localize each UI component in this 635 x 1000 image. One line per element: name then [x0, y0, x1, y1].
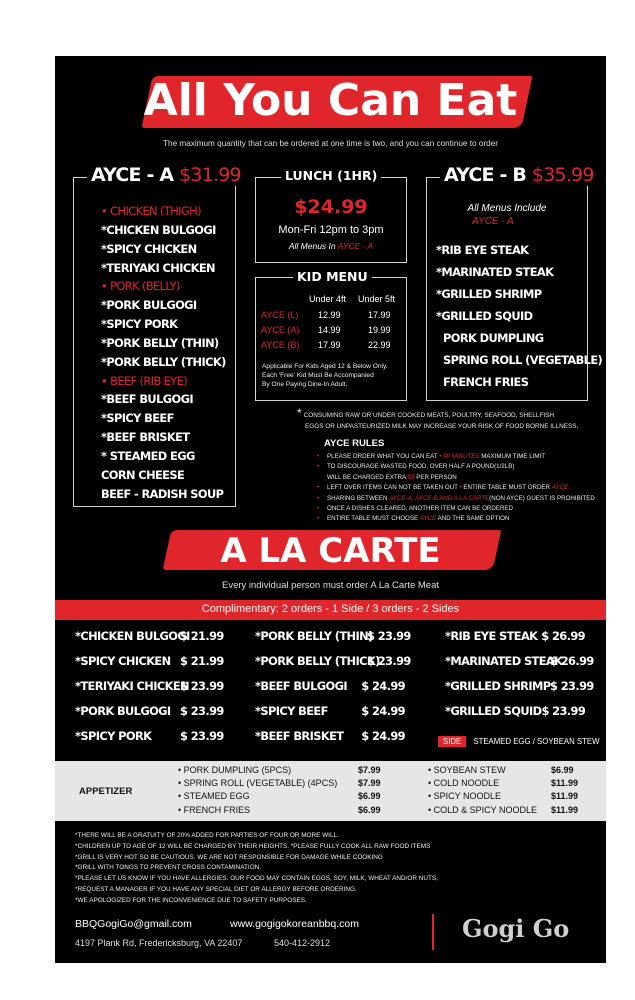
- kid-row-under-5ft: 22.99: [368, 339, 391, 350]
- a-la-carte-item: [75, 704, 235, 729]
- kid-row-under-4ft: 17.99: [318, 339, 341, 350]
- appetizer-item-name: • COLD & SPICY NOODLE: [428, 804, 538, 815]
- ayce-rule-text: • 90 MINUTES: [439, 453, 480, 460]
- ayce-b-include-text: All Menus Include: [467, 203, 547, 214]
- footer-phone: 540-412-2912: [274, 938, 331, 948]
- bullet-icon: •: [317, 515, 320, 523]
- bullet-icon: •: [317, 484, 320, 492]
- ayce-rule: [317, 494, 595, 504]
- page-title: All You Can Eat: [143, 75, 518, 126]
- policy-note: *GRILL IS VERY HOT SO BE CAUTIOUS. WE ARE NOT RESPONSIBLE FOR DAMAGE WHILE COOKING: [75, 853, 383, 861]
- ayce-rule-text: PER PERSON: [414, 473, 457, 481]
- kid-row-under-4ft: 14.99: [318, 324, 341, 335]
- ayce-rule-text: PLEASE ORDER WHAT YOU CAN EAT: [327, 453, 440, 460]
- ayce-a-item: *CHICKEN BULGOGI: [101, 222, 216, 237]
- asterisk-icon: *: [297, 406, 302, 420]
- kid-row-name: AYCE (A): [261, 324, 300, 335]
- ayce-b-item: *GRILLED SHRIMP: [436, 287, 542, 301]
- a-la-carte-item-name: *RIB EYE STEAK: [445, 629, 538, 643]
- ayce-rule: [317, 473, 595, 483]
- ayce-rule: [317, 452, 595, 462]
- kid-note-line: By One Paying Dine-In Adult.: [262, 381, 348, 389]
- ayce-b-item: FRENCH FRIES: [443, 375, 529, 389]
- ayce-a-item: *SPICY PORK: [101, 317, 178, 332]
- kid-row-under-5ft: 19.99: [368, 324, 391, 335]
- a-la-carte-item-name: *GRILLED SQUID: [445, 704, 542, 718]
- ayce-rule-text: WILL BE CHARGED EXTRA: [327, 473, 408, 481]
- ayce-rules-list: [317, 452, 595, 525]
- a-la-carte-item-name: *GRILLED SHRIMP: [445, 679, 551, 693]
- kid-note-line: Each 'Free' Kid Must Be Accompanied: [262, 372, 374, 380]
- ayce-rule-text: LEFT OVER ITEMS CAN NOT BE TAKEN OUT: [327, 484, 460, 492]
- ayce-a-item: • CHICKEN (THIGH): [101, 204, 201, 218]
- policy-notes: [75, 831, 438, 907]
- footer-divider: [432, 914, 434, 950]
- a-la-carte-item-name: *PORK BULGOGI: [75, 704, 171, 718]
- ayce-rule: [317, 483, 595, 493]
- kid-price-table: [261, 307, 391, 352]
- a-la-carte-item-price: $ 24.99: [361, 679, 405, 693]
- appetizer-item-name: • COLD NOODLE: [428, 778, 500, 789]
- consume-warning: [297, 408, 578, 432]
- policy-note: *THERE WILL BE A GRATUITY OF 20% ADDED FOR PARTIES OF FOUR OR MORE WILL.: [75, 832, 339, 839]
- a-la-carte-item-name: *SPICY BEEF: [255, 704, 328, 718]
- a-la-carte-item: [75, 679, 235, 704]
- gogi-go-logo: Gogi Go: [462, 914, 570, 943]
- ayce-b-item: *GRILLED SQUID: [436, 309, 533, 323]
- kid-price-row: [261, 337, 391, 352]
- consume-warning-line2: EGGS OR UNPASTEURIZED MILK MAY INCREASE YOUR RISK OF FOOD BORNE ILLNESS.: [305, 422, 579, 430]
- a-la-carte-item-name: *MARINATED STEAK: [445, 654, 563, 668]
- footer-website[interactable]: www.gogigokoreanbbq.com: [230, 918, 359, 930]
- a-la-carte-item-name: *CHICKEN BULGOGI: [75, 629, 190, 643]
- a-la-carte-item-name: *BEEF BRISKET: [255, 729, 344, 743]
- kid-row-under-4ft: 12.99: [318, 309, 341, 320]
- consume-warning-line1: CONSUMING RAW OR UNDER COOKED MEATS, POULTRY, SEAFOOD, SHELLFISH: [303, 412, 555, 419]
- appetizer-item-price: $11.99: [551, 791, 579, 802]
- ayce-a-item: *SPICY CHICKEN: [101, 241, 197, 256]
- a-la-carte-item-name: *PORK BELLY (THICK): [255, 654, 380, 668]
- kid-row-name: AYCE (L): [261, 309, 299, 320]
- a-la-carte-item-name: *TERIYAKI CHICKEN: [75, 679, 189, 693]
- policy-note: *REQUEST A MANAGER IF YOU HAVE ANY SPECIAL DIET OR ALLERGY BEFORE ORDERING.: [75, 885, 357, 893]
- appetizer-item-price: $6.99: [551, 765, 574, 775]
- ayce-rule: [317, 504, 595, 514]
- ayce-a-item: *BEEF BRISKET: [101, 430, 190, 445]
- kid-row-under-5ft: 17.99: [368, 309, 391, 320]
- a-la-carte-item: [255, 679, 405, 704]
- appetizer-item: [428, 791, 586, 804]
- kid-row-name: AYCE (B): [261, 339, 300, 350]
- ayce-rule-text: AYCE: [419, 515, 437, 523]
- a-la-carte-item-price: $ 23.99: [180, 679, 224, 693]
- a-la-carte-title: A LA CARTE: [220, 531, 441, 571]
- ayce-rule-text: TO DISCOURAGE WASTED FOOD, OVER HALF A POUND(1/2LB): [327, 463, 515, 471]
- ayce-a-label: AYCE - A: [91, 164, 174, 186]
- ayce-rule-text: •: [459, 484, 462, 492]
- appetizer-item-price: $11.99: [551, 804, 579, 815]
- ayce-rule-text: AND THE SAME OPTION: [436, 515, 510, 523]
- a-la-carte-subtitle: Every individual person must order A La Carte Meat: [221, 580, 440, 591]
- lunch-hours: Mon-Fri 12pm to 3pm: [278, 224, 384, 236]
- a-la-carte-item: [445, 704, 585, 729]
- a-la-carte-col-2: [255, 629, 411, 754]
- a-la-carte-item-price: $ 23.99: [367, 654, 411, 668]
- ayce-a-header: [87, 164, 245, 186]
- appetizer-item-price: $6.99: [358, 791, 381, 802]
- a-la-carte-item: [75, 654, 235, 679]
- a-la-carte-item: [75, 729, 235, 754]
- a-la-carte-item-price: $ 21.99: [180, 654, 224, 668]
- a-la-carte-col-3: [445, 629, 594, 729]
- a-la-carte-item-name: *PORK BELLY (THIN): [255, 629, 373, 643]
- policy-note: *WE APOLOGIZED FOR THE INCONVENIENCE DUE TO SAFETY PURPOSES.: [75, 896, 307, 904]
- ayce-rule-text: ENTIRE TABLE MUST CHOOSE: [327, 515, 420, 523]
- a-la-carte-item-price: $ 24.99: [361, 729, 405, 743]
- ayce-rule-text: AYCE-A, AYCE-B AND A LA CARTE: [389, 494, 490, 502]
- a-la-carte-item-name: *SPICY CHICKEN: [75, 654, 171, 668]
- ayce-a-item-list: [101, 202, 226, 504]
- appetizer-item: [428, 805, 586, 818]
- ayce-a-item: *SPICY BEEF: [101, 411, 174, 426]
- policy-note: *CHILDREN UP TO AGE OF 12 WILL BE CHARGED BY THEIR HEIGHTS. *PLEASE FULLY COOK ALL RAW FOOD ITEMS: [75, 842, 431, 850]
- ayce-rule-text: (NON AYCE) GUEST IS PROHIBITED: [489, 494, 595, 502]
- ayce-a-item: *BEEF BULGOGI: [101, 392, 193, 407]
- kid-price-row: [261, 322, 391, 337]
- side-label: SIDE: [438, 736, 466, 747]
- lunch-header: LUNCH (1HR): [281, 168, 381, 183]
- ayce-a-item: *PORK BULGOGI: [101, 298, 197, 313]
- side-row: [438, 737, 599, 746]
- policy-note: *GRILL WITH TONGS TO PREVENT CROSS CONTAMINATION.: [75, 864, 262, 872]
- appetizer-item: [428, 778, 586, 791]
- kid-menu-header: KID MENU: [293, 269, 372, 284]
- ayce-b-item: *RIB EYE STEAK: [436, 243, 529, 257]
- a-la-carte-item-price: $ 26.99: [541, 629, 585, 643]
- ayce-rule: [317, 514, 595, 524]
- a-la-carte-item-price: $ 23.99: [180, 704, 224, 718]
- appetizer-col-1: [178, 765, 383, 818]
- a-la-carte-col-1: [75, 629, 235, 754]
- kid-notes: [262, 362, 388, 390]
- policy-note: *PLEASE LET US KNOW IF YOU HAVE ALLERGIES. OUR FOOD MAY CONTAIN EGGS, SOY, MILK, WHEAT AND/OR NUTS,: [75, 875, 438, 883]
- appetizer-item-name: • SPRING ROLL (VEGETABLE) (4PCS): [178, 778, 338, 789]
- ayce-a-item: CORN CHEESE: [101, 467, 185, 482]
- ayce-b-header: [440, 164, 598, 186]
- lunch-note-ayce: AYCE - A: [337, 241, 374, 251]
- a-la-carte-item: [445, 679, 594, 704]
- appetizer-item-name: • SPICY NOODLE: [428, 791, 502, 802]
- ayce-b-price: $35.99: [531, 164, 594, 186]
- a-la-carte-item-price: $ 26.99: [550, 654, 594, 668]
- a-la-carte-item: [255, 704, 405, 729]
- appetizer-item-price: $7.99: [358, 778, 381, 789]
- kid-col-under-5ft: Under 5ft: [358, 294, 396, 304]
- ayce-rule-text: ONCE A DISHES CLEARED, ANOTHER ITEM CAN BE ORDERED: [327, 505, 514, 513]
- complimentary-text: Complimentary: 2 orders - 1 Side / 3 orders - 2 Sides: [201, 603, 460, 615]
- ayce-b-label: AYCE - B: [444, 164, 527, 186]
- ayce-b-include-ayce: AYCE - A: [472, 216, 514, 227]
- lunch-note: [255, 241, 407, 251]
- a-la-carte-item: [445, 629, 585, 654]
- ayce-b-item: *MARINATED STEAK: [436, 265, 554, 279]
- a-la-carte-item-price: $ 24.99: [361, 704, 405, 718]
- ayce-a-item: *TERIYAKI CHICKEN: [101, 260, 215, 275]
- kid-note-line: Applicable For Kids Aged 12 & Below Only.: [262, 363, 388, 370]
- bullet-icon: •: [317, 463, 320, 471]
- ayce-b-item: SPRING ROLL (VEGETABLE): [443, 353, 603, 367]
- ayce-rule-text: MAXIMUM TIME LIMIT: [479, 453, 546, 460]
- a-la-carte-item-name: *BEEF BULGOGI: [255, 679, 347, 693]
- a-la-carte-item: [445, 654, 594, 679]
- ayce-rule-text: SHARING BETWEEN: [327, 494, 390, 502]
- a-la-carte-item-name: *SPICY PORK: [75, 729, 152, 743]
- ayce-a-item: • BEEF (RIB EYE): [101, 373, 188, 388]
- appetizer-item: [178, 778, 383, 791]
- ayce-a-item: • PORK (BELLY): [101, 279, 180, 294]
- a-la-carte-item-price: $ 23.99: [550, 679, 594, 693]
- appetizer-item-name: • STEAMED EGG: [178, 791, 250, 802]
- a-la-carte-item-price: $ 23.99: [180, 729, 224, 743]
- ayce-b-item: PORK DUMPLING: [443, 331, 544, 345]
- appetizer-item: [428, 765, 586, 778]
- a-la-carte-item: [255, 629, 411, 654]
- kid-col-under-4ft: Under 4ft: [309, 294, 347, 304]
- appetizer-item: [178, 791, 383, 804]
- page-subtitle: The maximum quantity that can be ordered at one time is two, and you can continue to order: [163, 139, 498, 148]
- bullet-icon: •: [317, 505, 320, 513]
- appetizer-item-name: • FRENCH FRIES: [178, 804, 251, 815]
- appetizer-col-2: [428, 765, 586, 818]
- kid-price-row: [261, 307, 391, 322]
- ayce-rule-text: $5: [407, 473, 415, 481]
- ayce-rule: [317, 462, 595, 472]
- ayce-b-include: [426, 202, 588, 228]
- ayce-rule-text: AYCE: [551, 484, 569, 492]
- bullet-icon: •: [317, 494, 320, 502]
- bullet-icon: •: [317, 453, 320, 460]
- a-la-carte-item: [255, 729, 405, 754]
- footer-address: 4197 Plank Rd, Fredericksburg, VA 22407: [75, 938, 243, 948]
- menu-board: [55, 56, 606, 963]
- ayce-b-item-list: [436, 239, 602, 393]
- footer-email[interactable]: BBQGogiGo@gmail.com: [75, 918, 192, 930]
- appetizer-item-name: • SOYBEAN STEW: [428, 765, 506, 775]
- a-la-carte-item-price: $ 23.99: [541, 704, 586, 718]
- a-la-carte-item-price: $ 21.99: [180, 629, 224, 643]
- ayce-rule-text: ENTIRE TABLE MUST ORDER: [461, 484, 552, 492]
- appetizer-item: [178, 805, 383, 818]
- ayce-a-item: *PORK BELLY (THIN): [101, 335, 219, 350]
- a-la-carte-item: [255, 654, 411, 679]
- appetizer-label: APPETIZER: [79, 786, 133, 797]
- lunch-price: $24.99: [294, 196, 368, 218]
- appetizer-item-price: $11.99: [551, 778, 579, 789]
- ayce-a-price: $31.99: [179, 164, 241, 186]
- a-la-carte-item-price: $ 23.99: [367, 629, 411, 643]
- ayce-a-item: * STEAMED EGG: [101, 448, 195, 463]
- ayce-a-item: *PORK BELLY (THICK): [101, 354, 226, 369]
- ayce-a-item: BEEF - RADISH SOUP: [101, 486, 224, 501]
- side-text: STEAMED EGG / SOYBEAN STEW: [473, 737, 600, 746]
- appetizer-item: [178, 765, 383, 778]
- appetizer-item-price: $6.99: [358, 804, 381, 815]
- appetizer-item-name: • PORK DUMPLING (5PCS): [178, 765, 292, 775]
- lunch-note-text: All Menus In: [288, 241, 336, 251]
- appetizer-item-price: $7.99: [358, 765, 381, 775]
- ayce-rules-title: AYCE RULES: [324, 438, 385, 449]
- a-la-carte-item: [75, 629, 235, 654]
